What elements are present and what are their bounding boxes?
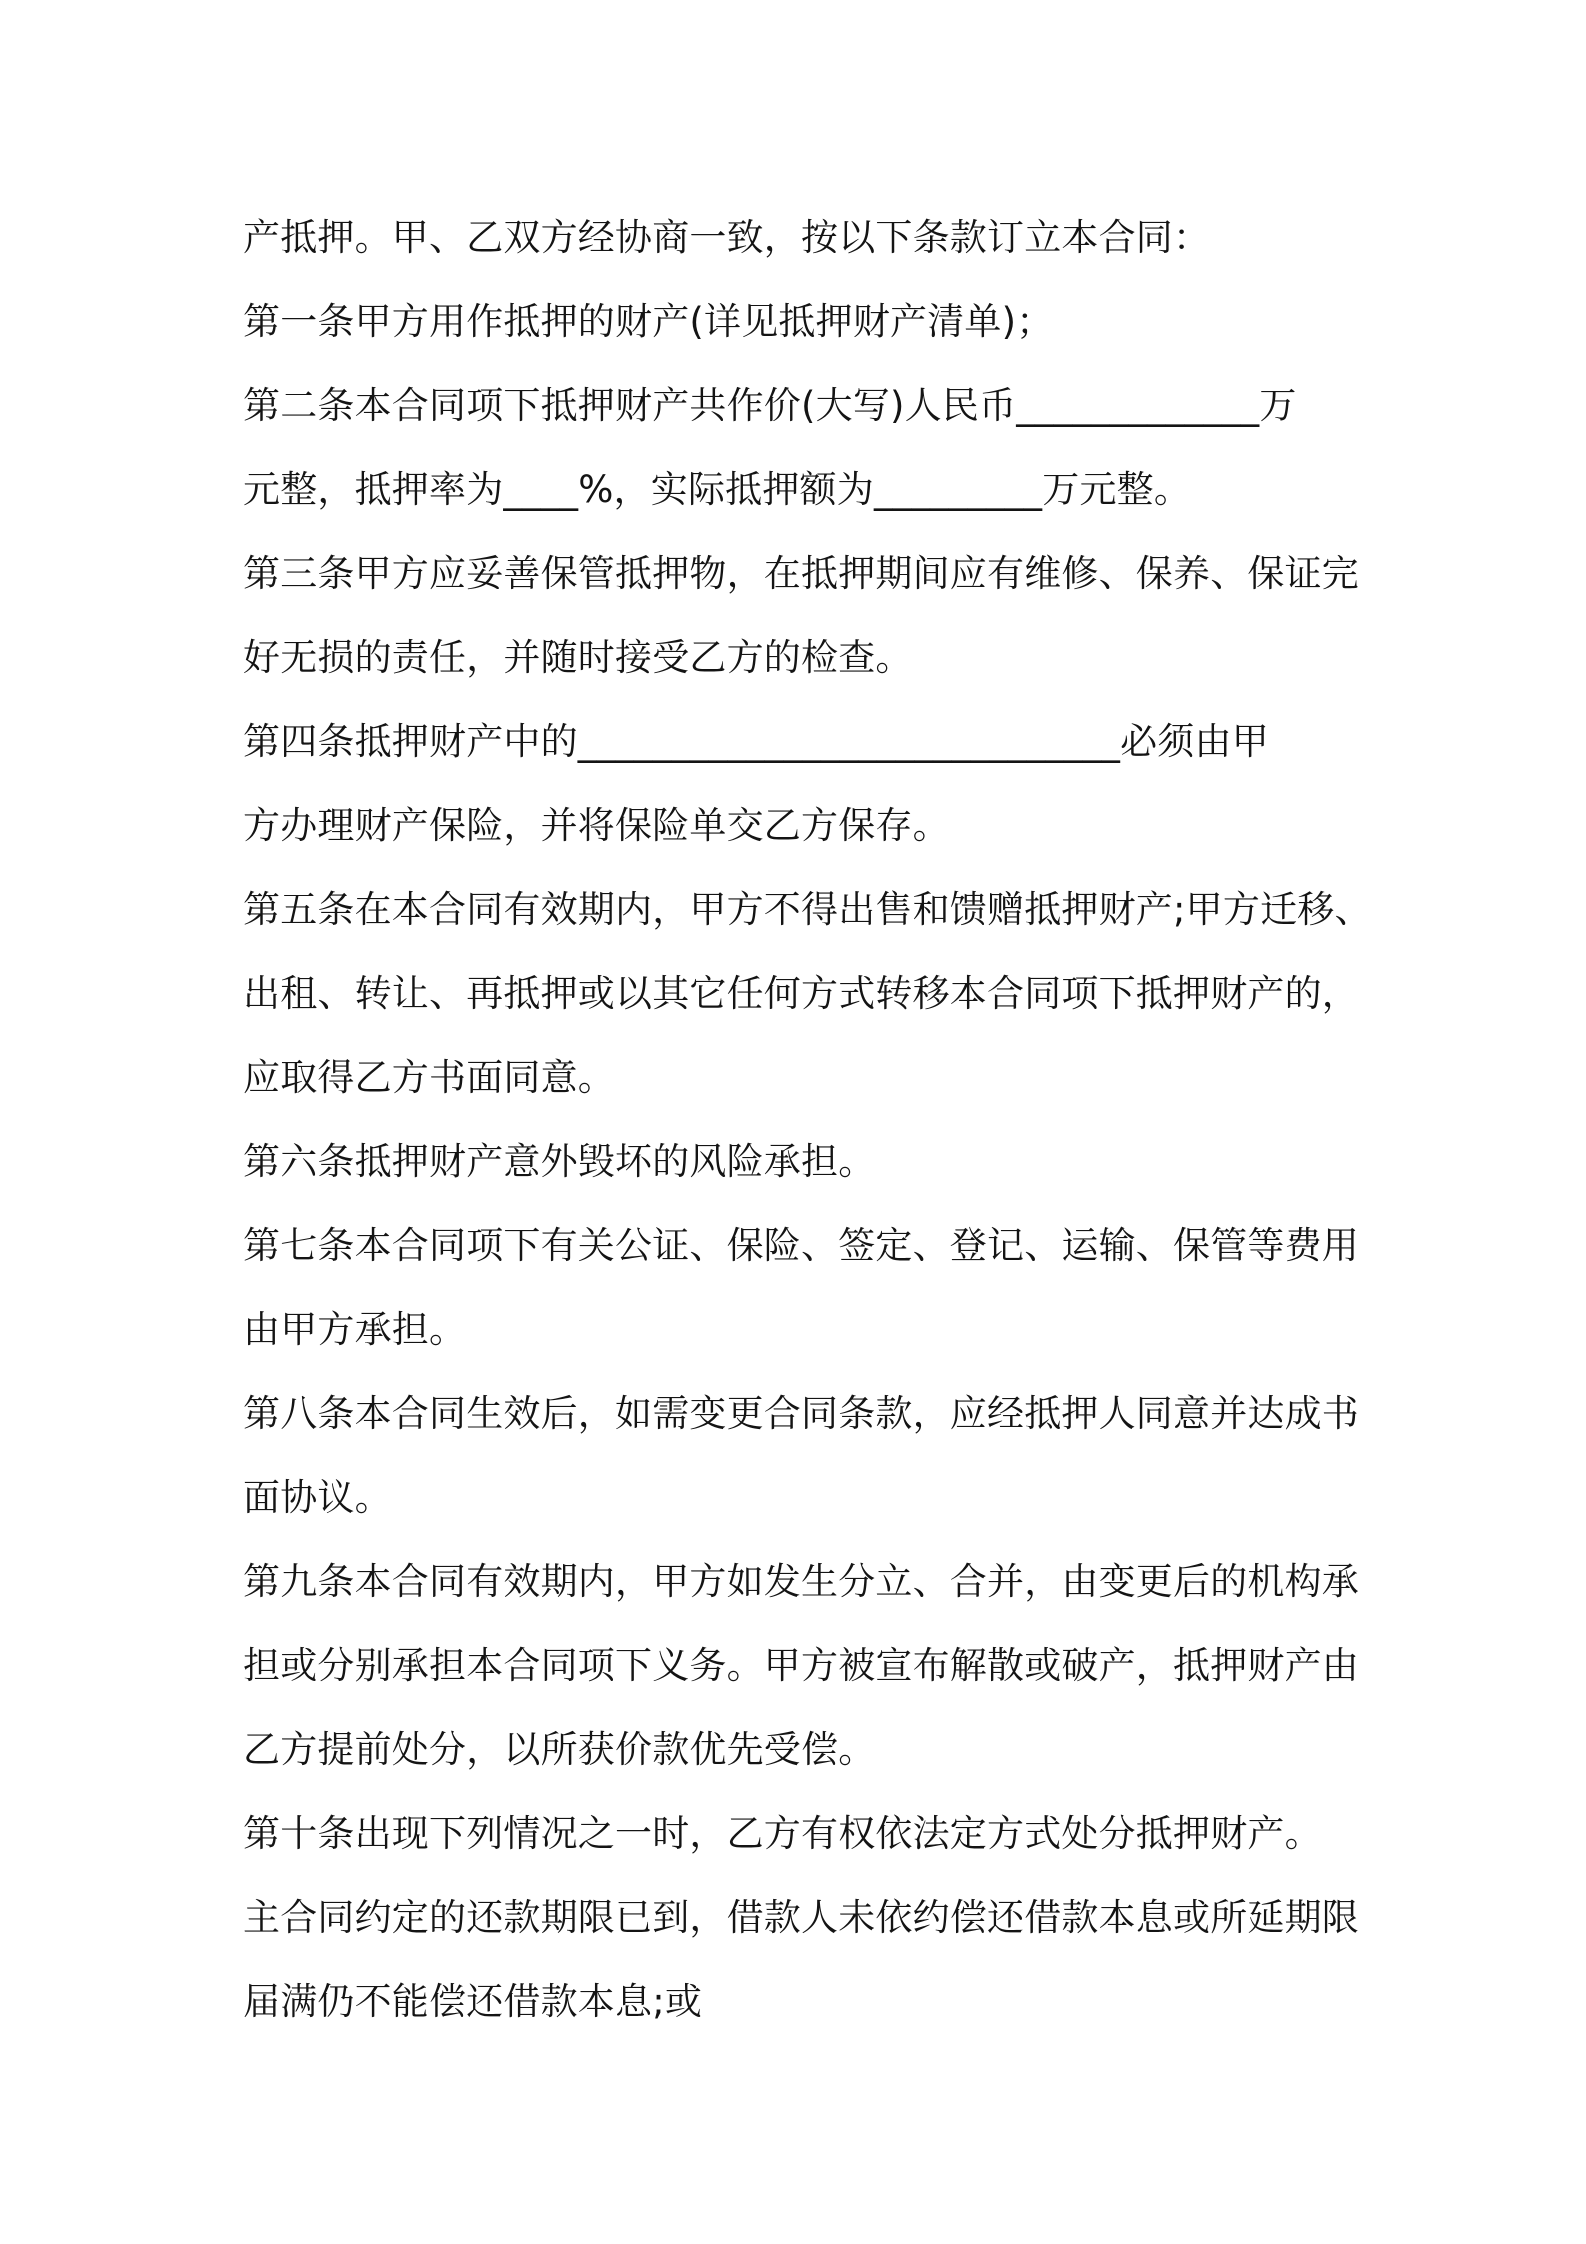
- text-line: 方办理财产保险，并将保险单交乙方保存。: [243, 804, 950, 847]
- text-line: 好无损的责任，并随时接受乙方的检查。: [243, 636, 913, 679]
- text-line: 第六条抵押财产意外毁坏的风险承担。: [243, 1140, 876, 1183]
- text-line: 面协议。: [243, 1476, 392, 1519]
- text-line: 第八条本合同生效后，如需变更合同条款，应经抵押人同意并达成书: [243, 1392, 1359, 1435]
- text-line: 产抵押。甲、乙双方经协商一致，按以下条款订立本合同：: [243, 216, 1211, 259]
- text-line: 担或分别承担本合同项下义务。甲方被宣布解散或破产，抵押财产由: [243, 1644, 1359, 1687]
- text-line: 第三条甲方应妥善保管抵押物，在抵押期间应有维修、保养、保证完: [243, 552, 1359, 595]
- text-line: 第二条本合同项下抵押财产共作价(大写)人民币_____________万: [243, 384, 1297, 427]
- text-line: 主合同约定的还款期限已到，借款人未依约偿还借款本息或所延期限: [243, 1896, 1359, 1939]
- text-line: 第十条出现下列情况之一时，乙方有权依法定方式处分抵押财产。: [243, 1812, 1322, 1855]
- text-line: 第七条本合同项下有关公证、保险、签定、登记、运输、保管等费用: [243, 1224, 1359, 1267]
- text-line: 乙方提前处分，以所获价款优先受偿。: [243, 1728, 876, 1771]
- text-line: 届满仍不能偿还借款本息;或: [243, 1980, 703, 2023]
- text-line: 第九条本合同有效期内，甲方如发生分立、合并，由变更后的机构承: [243, 1560, 1359, 1603]
- text-line: 应取得乙方书面同意。: [243, 1056, 615, 1099]
- text-line: 第四条抵押财产中的_____________________________必须由甲: [243, 720, 1269, 763]
- contract-body: [243, 196, 1372, 2044]
- text-line: 由甲方承担。: [243, 1308, 467, 1351]
- text-line: 第一条甲方用作抵押的财产(详见抵押财产清单)；: [243, 300, 1054, 343]
- text-line: 第五条在本合同有效期内，甲方不得出售和馈赠抵押财产;甲方迁移、: [243, 888, 1372, 931]
- text-line: 出租、转让、再抵押或以其它任何方式转移本合同项下抵押财产的，: [243, 972, 1359, 1015]
- text-line: 元整，抵押率为____%，实际抵押额为_________万元整。: [243, 468, 1192, 511]
